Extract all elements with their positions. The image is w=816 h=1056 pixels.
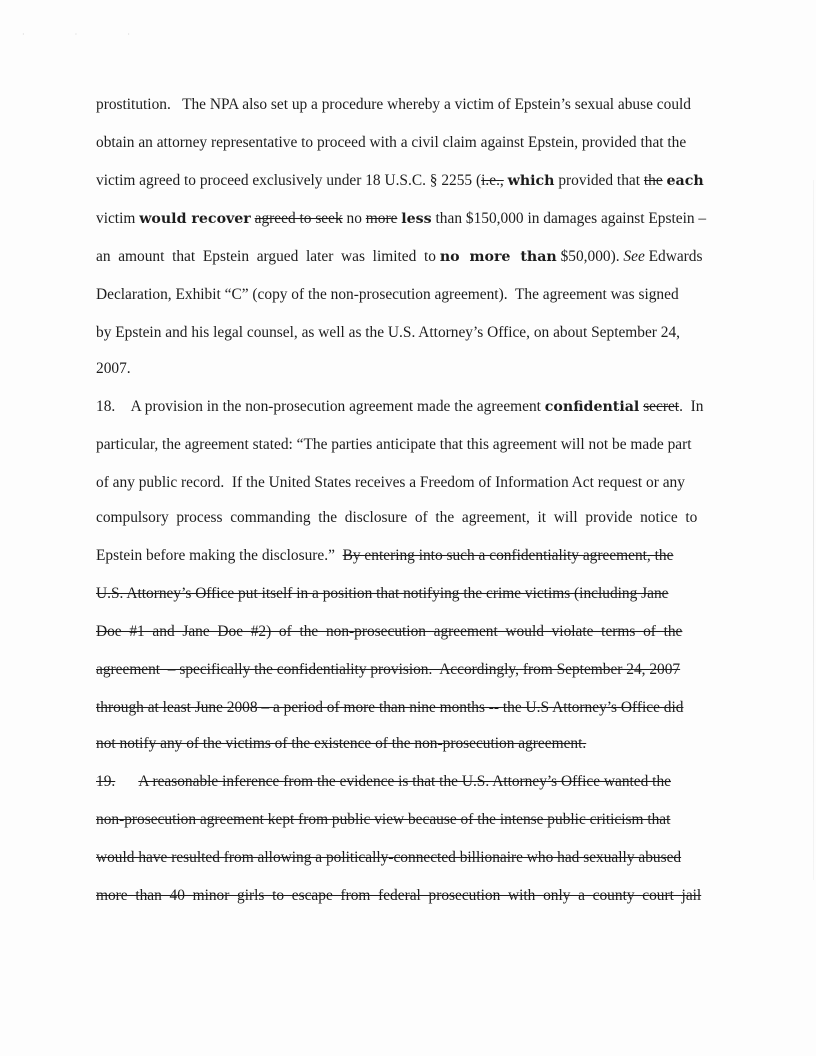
scan-edge-shadow — [813, 180, 814, 880]
inserted-text: confidential — [544, 399, 640, 415]
struck-text: Doe #1 and Jane Doe #2) of the non-prosecution agreement would violate terms of the — [96, 623, 683, 640]
struck-text: would have resulted from allowing a politically-connected billionaire who had sexually abused — [96, 849, 682, 866]
struck-text: non-prosecution agreement kept from public view because of the intense public criticism that — [96, 811, 671, 828]
struck-text: By entering into such a confidentiality agreement, the — [342, 547, 674, 564]
paragraph-number: 19. — [96, 773, 116, 790]
text-line — [96, 209, 717, 229]
scan-artifact: · · · — [22, 30, 154, 39]
text-line — [96, 622, 717, 642]
line-text: A provision in the non-prosecution agreement made the agreement — [130, 398, 541, 415]
text-line — [96, 285, 717, 305]
line-text: of any public record. If the United States receives a Freedom of Information Act request or any — [96, 474, 685, 491]
inserted-text: each — [666, 173, 704, 189]
inserted-text: which — [507, 173, 555, 189]
text-line — [96, 660, 717, 680]
line-text: Declaration, Exhibit “C” (copy of the non-prosecution agreement). The agreement was signed — [96, 286, 679, 303]
line-text: . In — [679, 398, 704, 415]
line-text: $50,000). — [560, 248, 620, 265]
italic-signal: See — [623, 248, 645, 265]
line-text: an amount that Epstein argued later was limited to — [96, 248, 436, 265]
struck-text: i.e., — [481, 172, 504, 189]
text-line — [96, 810, 717, 830]
text-line — [96, 95, 717, 115]
line-text: by Epstein and his legal counsel, as well as the U.S. Attorney’s Office, on about September 24, — [96, 324, 681, 341]
line-text: obtain an attorney representative to proceed with a civil claim against Epstein, provided that the — [96, 134, 687, 151]
struck-text: more — [365, 210, 398, 227]
line-text: Epstein before making the disclosure.” — [96, 547, 335, 564]
text-line — [96, 546, 717, 566]
line-text: prostitution. The NPA also set up a procedure whereby a victim of Epstein’s sexual abuse could — [96, 96, 691, 113]
struck-text: the — [643, 172, 663, 189]
text-line — [96, 171, 717, 191]
inserted-text: no more than — [439, 249, 557, 265]
inserted-text: would recover — [139, 211, 251, 227]
text-line — [96, 584, 717, 604]
paragraph-number: 18. — [96, 398, 116, 415]
struck-text: A reasonable inference from the evidence is that the U.S. Attorney’s Office wanted the — [138, 773, 671, 790]
paragraph-19-start — [96, 772, 717, 792]
line-text: victim — [96, 210, 136, 227]
struck-text: U.S. Attorney’s Office put itself in a position that notifying the crime victims (including Jane — [96, 585, 669, 602]
struck-text: agreement – specifically the confidentiality provision. Accordingly, from September 24, 2007 — [96, 661, 681, 678]
struck-text: agreed to seek — [254, 210, 343, 227]
paragraph-18-start — [96, 397, 717, 417]
text-line — [96, 508, 717, 528]
text-line — [96, 698, 717, 718]
text-line — [96, 133, 717, 153]
struck-text: through at least June 2008 – a period of more than nine months -- the U.S Attorney’s Office did — [96, 699, 684, 716]
text-line — [96, 435, 717, 455]
struck-text: secret — [643, 398, 680, 415]
line-text: no — [346, 210, 362, 227]
inserted-text: less — [401, 211, 432, 227]
text-line — [96, 359, 717, 379]
line-text: Edwards — [648, 248, 703, 265]
line-text: victim agreed to proceed exclusively under 18 U.S.C. § 2255 ( — [96, 172, 482, 189]
text-line — [96, 473, 717, 493]
struck-text: not notify any of the victims of the existence of the non-prosecution agreement. — [96, 735, 587, 752]
text-line — [96, 247, 717, 267]
line-text: provided that — [558, 172, 640, 189]
line-text: particular, the agreement stated: “The parties anticipate that this agreement will not be made part — [96, 436, 692, 453]
text-line — [96, 734, 717, 754]
line-text: than $150,000 in damages against Epstein – — [435, 210, 707, 227]
text-line — [96, 848, 717, 868]
text-line — [96, 323, 717, 343]
struck-text: more than 40 minor girls to escape from federal prosecution with only a county court jail — [96, 887, 702, 904]
line-text: 2007. — [96, 360, 131, 377]
text-line — [96, 886, 717, 906]
line-text: compulsory process commanding the disclosure of the agreement, it will provide notice to — [96, 509, 698, 526]
